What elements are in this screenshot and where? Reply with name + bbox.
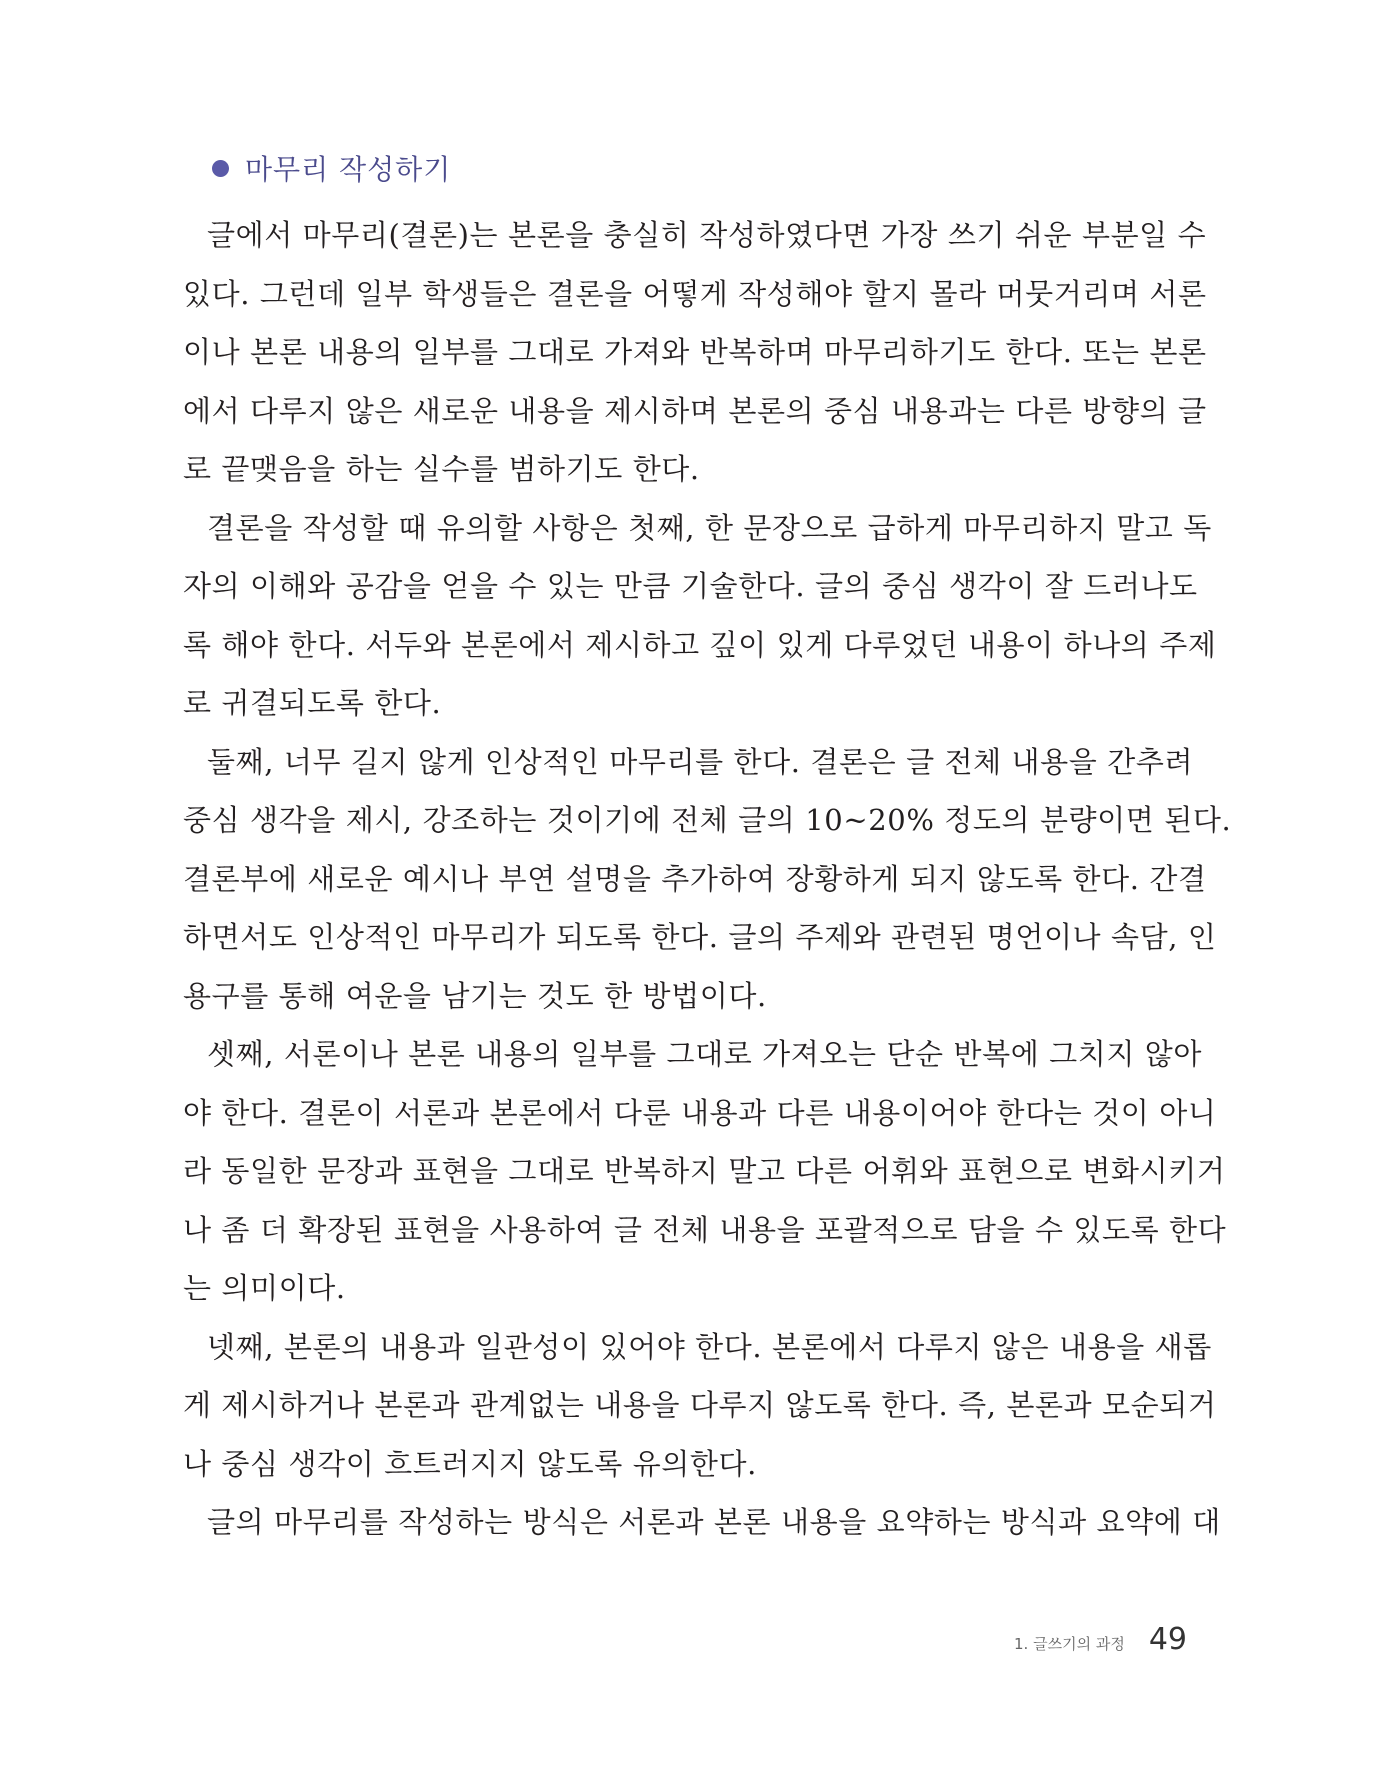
body-text <box>183 206 1232 1552</box>
chapter-title: 1. 글쓰기의 과정 <box>1014 1635 1125 1653</box>
bullet-icon <box>212 160 229 177</box>
text-line: 넷째, 본론의 내용과 일관성이 있어야 한다. 본론에서 다루지 않은 내용을 새롭 <box>207 1329 1212 1364</box>
text-line: 나 중심 생각이 흐트러지지 않도록 유의한다. <box>183 1446 757 1481</box>
text-line: 야 한다. 결론이 서론과 본론에서 다룬 내용과 다른 내용이어야 한다는 것이 아니 <box>183 1095 1217 1130</box>
paragraph <box>183 733 1232 1026</box>
text-line: 결론부에 새로운 예시나 부연 설명을 추가하여 장황하게 되지 않도록 한다. 간결 <box>183 861 1207 896</box>
text-line: 록 해야 한다. 서두와 본론에서 제시하고 깊이 있게 다루었던 내용이 하나의 주제 <box>183 627 1217 662</box>
page-number: 49 <box>1148 1622 1187 1657</box>
text-line: 둘째, 너무 길지 않게 인상적인 마무리를 한다. 결론은 글 전체 내용을 간추려 <box>207 744 1194 779</box>
text-line: 결론을 작성할 때 유의할 사항은 첫째, 한 문장으로 급하게 마무리하지 말고 독 <box>207 510 1212 545</box>
paragraph <box>183 1025 1227 1318</box>
text-line: 글에서 마무리(결론)는 본론을 충실히 작성하였다면 가장 쓰기 쉬운 부분일 수 <box>207 218 1207 252</box>
section-heading <box>212 148 451 188</box>
text-line: 로 귀결되도록 한다. <box>183 686 442 720</box>
text-line: 나 좀 더 확장된 표현을 사용하여 글 전체 내용을 포괄적으로 담을 수 있도록 한다 <box>183 1212 1227 1247</box>
text-line: 셋째, 서론이나 본론 내용의 일부를 그대로 가져오는 단순 반복에 그치지 않아 <box>207 1037 1203 1071</box>
paragraph <box>183 1318 1217 1494</box>
text-line: 이나 본론 내용의 일부를 그대로 가져와 반복하며 마무리하기도 한다. 또는 본론 <box>183 335 1207 369</box>
text-line: 하면서도 인상적인 마무리가 되도록 한다. 글의 주제와 관련된 명언이나 속담, 인 <box>183 920 1217 954</box>
text-line: 용구를 통해 여운을 남기는 것도 한 방법이다. <box>183 978 767 1013</box>
text-line: 중심 생각을 제시, 강조하는 것이기에 전체 글의 10~20% 정도의 분량이면 된다. <box>183 803 1232 837</box>
text-line: 로 끝맺음을 하는 실수를 범하기도 한다. <box>183 452 700 486</box>
paragraph <box>183 206 1207 499</box>
page-footer <box>1014 1622 1187 1657</box>
section-heading-text: 마무리 작성하기 <box>245 153 452 186</box>
text-line: 있다. 그런데 일부 학생들은 결론을 어떻게 작성해야 할지 몰라 머뭇거리며 서론 <box>183 276 1207 311</box>
text-line: 에서 다루지 않은 새로운 내용을 제시하며 본론의 중심 내용과는 다른 방향의 글 <box>183 393 1207 428</box>
text-line: 는 의미이다. <box>183 1271 346 1305</box>
text-line: 자의 이해와 공감을 얻을 수 있는 만큼 기술한다. 글의 중심 생각이 잘 드러나도 <box>183 569 1198 603</box>
paragraph <box>183 499 1217 733</box>
text-line: 게 제시하거나 본론과 관계없는 내용을 다루지 않도록 한다. 즉, 본론과 모순되거 <box>183 1388 1217 1422</box>
text-line: 라 동일한 문장과 표현을 그대로 반복하지 말고 다른 어휘와 표현으로 변화시키거 <box>183 1154 1226 1188</box>
paragraph <box>183 1493 1221 1552</box>
text-line: 글의 마무리를 작성하는 방식은 서론과 본론 내용을 요약하는 방식과 요약에 대 <box>207 1505 1221 1539</box>
